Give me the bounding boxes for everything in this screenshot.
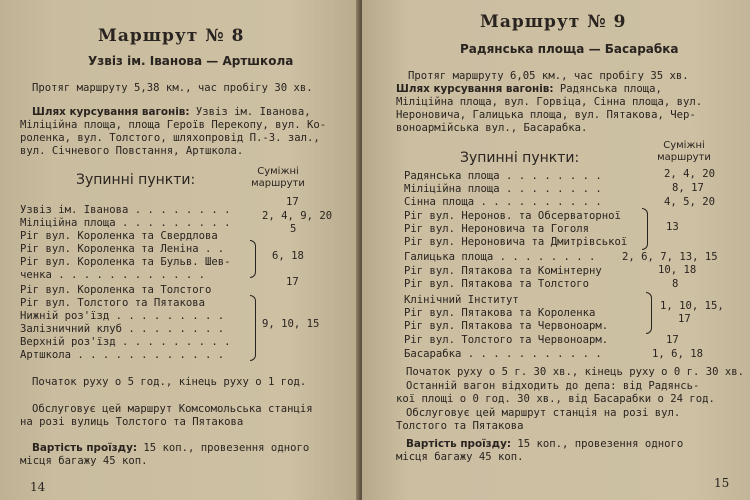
bracket [642, 208, 648, 250]
route-9-title: Маршрут № 9 [480, 12, 627, 32]
page-number: 14 [30, 480, 46, 494]
route-9-fare-line: місця багажу 45 коп. [396, 451, 524, 463]
connection-routes: 6, 18 [272, 250, 304, 262]
bracket [646, 292, 652, 334]
route-8-fare-line: 15 коп., провезення одного [137, 442, 310, 454]
route-8-path-line: роленка, вул. Толстого, шляхопровід П.-З. зал., [20, 132, 320, 144]
route-8-service: Обслуговує цей маршрут Комсомольська станція [32, 403, 313, 415]
route-9-path [396, 83, 662, 96]
stop-item: ченка . . . . . . . . . . . . [20, 269, 205, 281]
route-8-path-line: Узвіз ім. Іванова, [189, 106, 311, 118]
stop-item: Басарабка . . . . . . . . . . . [404, 348, 602, 360]
route-8-schedule: Початок руху о 5 год., кінець руху о 1 год. [32, 376, 307, 388]
connection-routes: 8, 17 [672, 182, 704, 194]
route-8-fare-label: Вартість проїзду: [32, 442, 137, 454]
route-9-length: Протяг маршруту 6,05 км., час пробігу 35 хв. [408, 70, 689, 82]
connection-routes: 1, 6, 18 [652, 348, 704, 360]
route-9-path-label: Шлях курсування вагонів: [396, 83, 554, 95]
route-9-last-car: кої площі о 0 год. 30 хв., від Басарабки о 24 год. [396, 393, 715, 405]
route-8-path-label: Шлях курсування вагонів: [32, 106, 190, 118]
stop-item: Ріг вул. Нероновича та Дмитрівської [404, 236, 628, 248]
stop-item: Ріг вул. Короленка та Свердлова [20, 230, 218, 242]
stop-item: Верхній роз'їзд . . . . . . . . . [20, 336, 231, 348]
route-8-title: Маршрут № 8 [98, 26, 245, 46]
stop-item: Нижній роз'їзд . . . . . . . . . [20, 310, 225, 322]
left-page [0, 0, 360, 500]
connection-routes: 2, 4, 20 [664, 168, 716, 180]
connection-routes: 4, 5, 20 [664, 196, 716, 208]
stop-item: Узвіз ім. Іванова . . . . . . . . [20, 204, 231, 216]
route-9-path-line: Міліційна площа, вул. Горвіца, Сінна площа, вул. [396, 96, 703, 108]
stop-item: Ріг вул. Пятакова та Червоноарм. [404, 320, 609, 332]
connection-routes: 17 [286, 276, 299, 288]
stop-item: Ріг вул. Короленка та Бульв. Шев- [20, 256, 231, 268]
stop-item: Ріг вул. Пятакова та Толстого [404, 278, 589, 290]
stop-item: Ріг вул. Пятакова та Короленка [404, 307, 596, 319]
route-9-path-line: воноармійська вул., Басарабка. [396, 122, 588, 134]
stop-item: Ріг вул. Короленка та Толстого [20, 284, 212, 296]
route-9-fare [406, 438, 683, 451]
connection-routes: 9, 10, 15 [262, 318, 320, 330]
route-9-service: Толстого та Пятакова [396, 420, 524, 432]
stop-item: Галицька площа . . . . . . . . [404, 251, 596, 263]
right-page [362, 0, 750, 500]
route-9-service: Обслуговує цей маршрут станція на розі вул. [406, 407, 681, 419]
route-9-subtitle: Радянська площа — Басарабка [460, 42, 679, 56]
route-9-stops-heading: Зупинні пункти: [460, 150, 580, 166]
route-9-path-line: Нероновича, Галицька площа, вул. Пятакова, Чер- [396, 109, 696, 121]
route-9-fare-line: 15 коп., провезення одного [511, 438, 684, 450]
connection-routes: 8 [672, 278, 679, 290]
stop-item: Ріг вул. Нероновича та Гоголя [404, 223, 589, 235]
connection-routes: 17 [286, 196, 299, 208]
route-8-length: Протяг маршруту 5,38 км., час пробігу 30 хв. [32, 82, 313, 94]
stop-item: Артшкола . . . . . . . . . . . . [20, 349, 225, 361]
stop-item: Ріг вул. Пятакова та Комінтерну [404, 265, 602, 277]
route-9-last-car: Останній вагон відходить до депа: від Радянсь- [406, 380, 700, 392]
route-9-connections-heading [644, 140, 724, 164]
route-8-path [32, 106, 311, 119]
connection-routes: 10, 18 [658, 264, 697, 276]
route-8-connections-heading [238, 166, 318, 190]
stop-item: Залізничний клуб . . . . . . . . [20, 323, 225, 335]
route-8-fare [32, 442, 309, 455]
route-8-stops-heading: Зупинні пункти: [76, 172, 196, 188]
stop-item: Ріг вул. Толстого та Червоноарм. [404, 334, 609, 346]
route-9-path-line: Радянська площа, [553, 83, 662, 95]
stop-item: Ріг вул. Толстого та Пятакова [20, 297, 205, 309]
route-8-service: на розі вулиць Толстого та Пятакова [20, 416, 244, 428]
route-8-path-line: вул. Січневого Повстання, Артшкола. [20, 145, 244, 157]
route-8-fare-line: місця багажу 45 коп. [20, 455, 148, 467]
bracket [250, 240, 256, 278]
stop-item: Радянська площа . . . . . . . . [404, 170, 602, 182]
stop-item: Сінна площа . . . . . . . . . . [404, 196, 602, 208]
connection-routes: 1, 10, 15, [660, 300, 724, 312]
bracket [250, 295, 256, 361]
connection-routes: 17 [678, 313, 691, 325]
connection-routes: 2, 6, 7, 13, 15 [622, 251, 718, 263]
stop-item: Міліційна площа . . . . . . . . [404, 183, 602, 195]
route-8-path-line: Міліційна площа, площа Героїв Перекопу, вул. Ко- [20, 119, 327, 131]
connections-heading-line: маршрути [657, 152, 711, 163]
connection-routes: 17 [666, 334, 679, 346]
connections-heading-line: маршрути [251, 178, 305, 189]
connections-heading-line: Суміжні [663, 140, 705, 151]
connection-routes: 13 [666, 221, 679, 233]
route-9-schedule: Початок руху о 5 г. 30 хв., кінець руху о 0 г. 30 хв. [406, 366, 745, 378]
stop-item: Клінічний Інститут [404, 294, 519, 306]
connection-routes: 2, 4, 9, 20 [262, 210, 333, 222]
stop-item: Міліційна площа . . . . . . . . . [20, 217, 231, 229]
connection-routes: 5 [290, 223, 297, 235]
stop-item: Ріг вул. Неронов. та Обсерваторної [404, 210, 621, 222]
route-9-fare-label: Вартість проїзду: [406, 438, 511, 450]
page-number: 15 [714, 476, 730, 490]
route-8-subtitle: Узвіз ім. Іванова — Артшкола [88, 54, 294, 68]
stop-item: Ріг вул. Короленка та Леніна . . [20, 243, 225, 255]
connections-heading-line: Суміжні [257, 166, 299, 177]
